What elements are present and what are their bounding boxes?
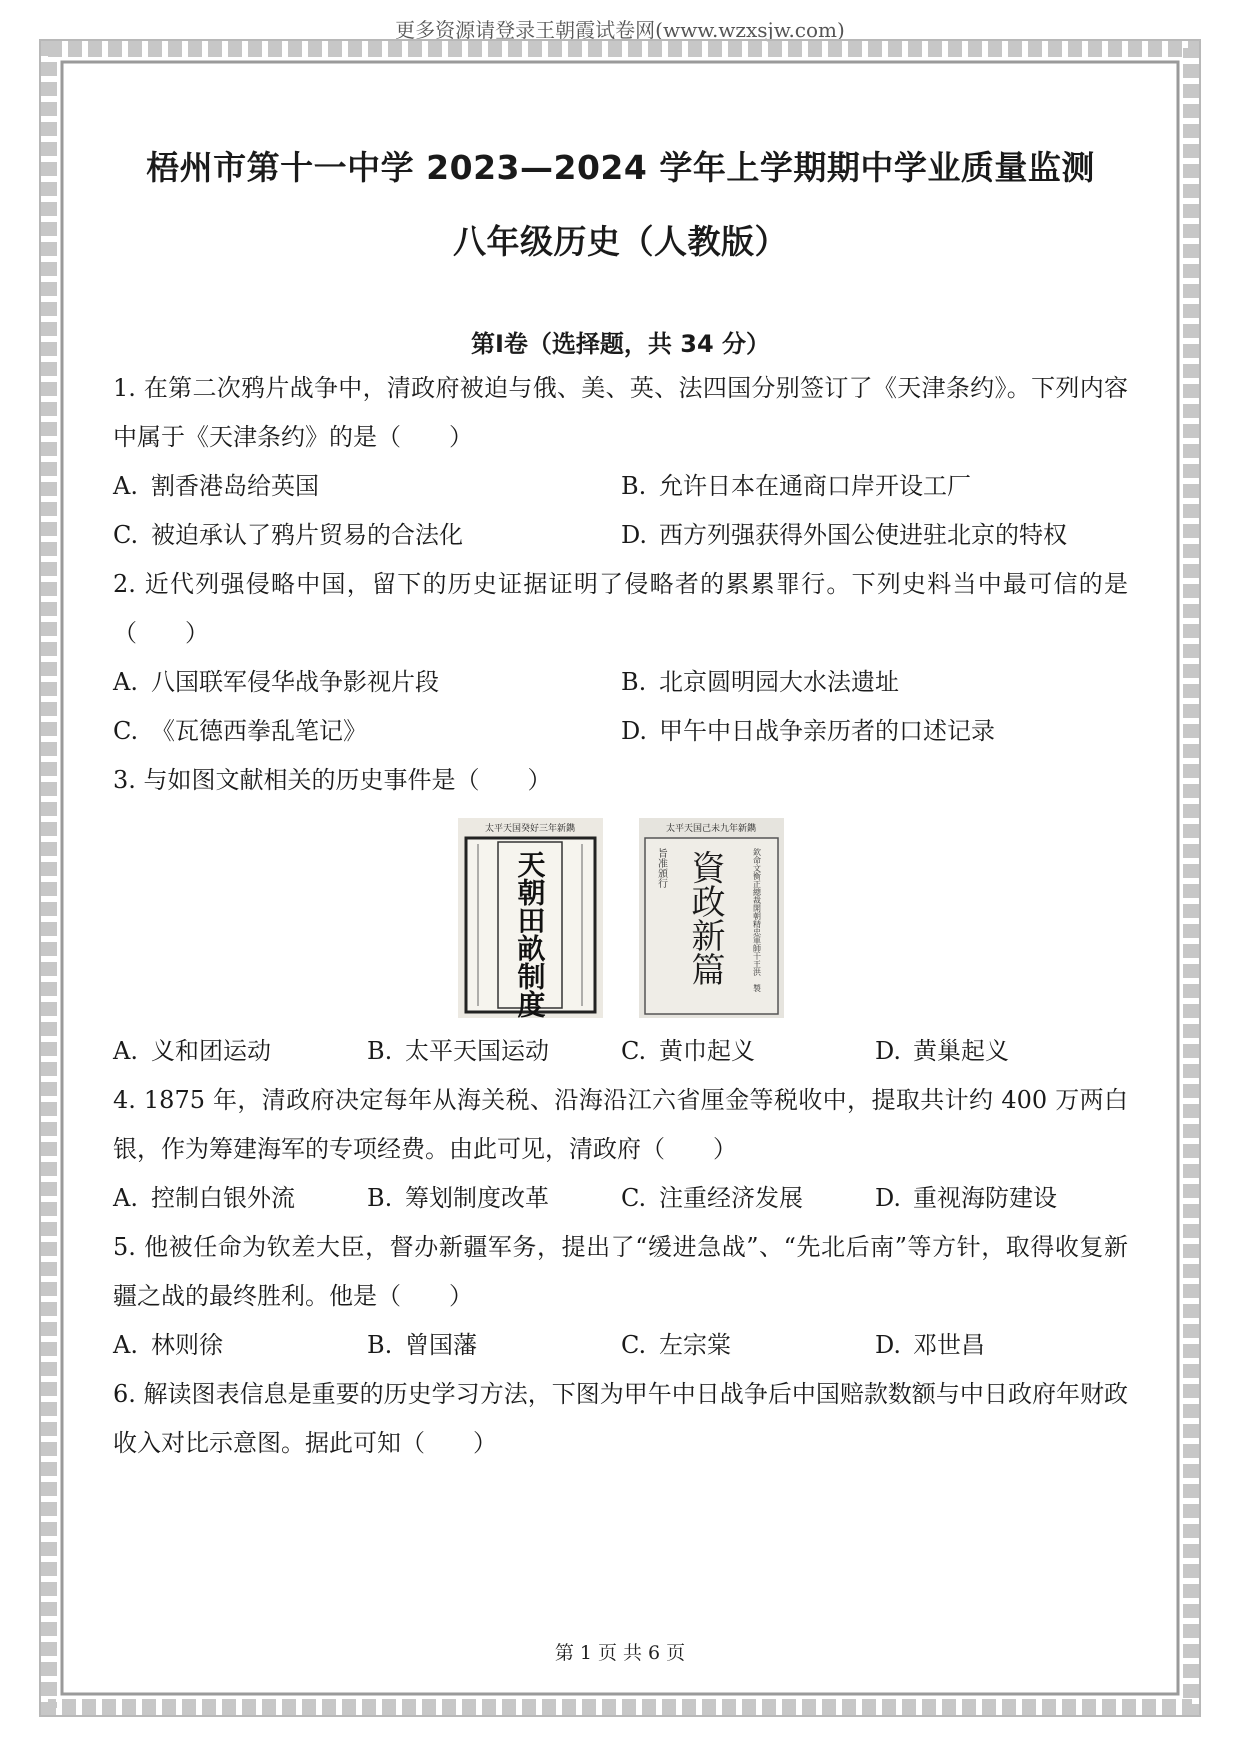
option-letter: C. (113, 521, 139, 549)
option-b (367, 1027, 621, 1076)
option-text: 被迫承认了鸦片贸易的合法化 (151, 521, 463, 549)
option-d (875, 1321, 1128, 1370)
question-stem: 6. 解读图表信息是重要的历史学习方法，下图为甲午中日战争后中国赔款数额与中日政府年财政收入对比示意图。据此可知（ ） (113, 1380, 1128, 1457)
question-6 (113, 1370, 1128, 1468)
option-letter: D. (875, 1184, 902, 1212)
option-text: 控制白银外流 (151, 1184, 295, 1212)
cover-title: 資政新篇 (684, 850, 725, 986)
question-stem: 1. 在第二次鸦片战争中，清政府被迫与俄、美、英、法四国分别签订了《天津条约》。下列内容中属于《天津条约》的是（ ） (113, 374, 1128, 451)
options (113, 658, 1128, 756)
cover-top-caption: 太平天国己未九年新鐫 (665, 824, 756, 834)
option-letter: C. (113, 717, 139, 745)
question-5 (113, 1223, 1128, 1370)
cover-title: 天朝田畝制度 (513, 850, 546, 1018)
option-text: 重视海防建设 (913, 1184, 1057, 1212)
question-2 (113, 560, 1128, 756)
options (113, 1321, 1128, 1370)
document-images (113, 813, 1128, 1023)
option-letter: C. (621, 1184, 647, 1212)
option-text: 曾国藩 (405, 1331, 477, 1359)
option-b (367, 1321, 621, 1370)
option-text: 《瓦德西拳乱笔记》 (151, 717, 367, 745)
option-letter: D. (621, 717, 648, 745)
options (113, 1027, 1128, 1076)
option-text: 北京圆明园大水法遗址 (659, 668, 899, 696)
option-letter: B. (367, 1037, 393, 1065)
option-b (621, 462, 1128, 511)
option-text: 太平天国运动 (405, 1037, 549, 1065)
option-text: 西方列强获得外国公使进驻北京的特权 (659, 521, 1067, 549)
option-c (621, 1027, 875, 1076)
option-text: 黄巢起义 (913, 1037, 1009, 1065)
option-letter: D. (621, 521, 648, 549)
exam-title: 梧州市第十一中学 2023—2024 学年上学期期中学业质量监测 (146, 148, 1095, 187)
question-4 (113, 1076, 1128, 1223)
option-letter: A. (113, 1331, 138, 1359)
option-c (621, 1174, 875, 1223)
option-d (875, 1027, 1128, 1076)
option-d (621, 707, 1128, 756)
option-text: 甲午中日战争亲历者的口述记录 (659, 717, 995, 745)
top-watermark: 更多资源请登录王朝霞试卷网(www.wzxsjw.com) (395, 18, 845, 42)
option-letter: B. (621, 668, 647, 696)
option-letter: B. (621, 472, 647, 500)
option-text: 允许日本在通商口岸开设工厂 (659, 472, 971, 500)
question-stem: 5. 他被任命为钦差大臣，督办新疆军务，提出了“缓进急战”、“先北后南”等方针，取得收复新疆之战的最终胜利。他是（ ） (113, 1233, 1128, 1310)
cover-side-note-left: 旨准頒行 (655, 848, 666, 888)
option-b (621, 658, 1128, 707)
question-3 (113, 756, 1128, 1076)
option-a (113, 658, 621, 707)
option-text: 注重经济发展 (659, 1184, 803, 1212)
option-letter: A. (113, 1184, 138, 1212)
option-a (113, 1321, 367, 1370)
tianchao-tianmu-zhidu-cover (458, 818, 603, 1018)
option-letter: A. (113, 668, 138, 696)
option-a (113, 462, 621, 511)
option-text: 邓世昌 (913, 1331, 985, 1359)
option-text: 割香港岛给英国 (151, 472, 319, 500)
question-stem: 3. 与如图文献相关的历史事件是（ ） (113, 766, 552, 794)
option-c (621, 1321, 875, 1370)
option-text: 林则徐 (151, 1331, 223, 1359)
option-letter: C. (621, 1037, 647, 1065)
zizheng-xinpian-cover (639, 818, 784, 1018)
option-text: 义和团运动 (151, 1037, 271, 1065)
options (113, 462, 1128, 560)
question-1 (113, 364, 1128, 560)
cover-side-note-right: 欽命文衡正總裁開朝精忠軍師干王洪 製 (752, 848, 761, 992)
option-letter: D. (875, 1037, 902, 1065)
option-d (621, 511, 1128, 560)
exam-subtitle: 八年级历史（人教版） (453, 222, 788, 261)
option-text: 筹划制度改革 (405, 1184, 549, 1212)
option-text: 黄巾起义 (659, 1037, 755, 1065)
option-text: 八国联军侵华战争影视片段 (151, 668, 439, 696)
options (113, 1174, 1128, 1223)
option-letter: C. (621, 1331, 647, 1359)
option-letter: A. (113, 472, 138, 500)
option-letter: B. (367, 1184, 393, 1212)
option-c (113, 707, 621, 756)
option-b (367, 1174, 621, 1223)
page-footer: 第 1 页 共 6 页 (554, 1642, 686, 1664)
cover-top-caption: 太平天国癸好三年新鐫 (484, 824, 575, 834)
option-c (113, 511, 621, 560)
option-text: 左宗棠 (659, 1331, 731, 1359)
option-letter: D. (875, 1331, 902, 1359)
exam-content (113, 148, 1128, 1468)
section-heading: 第Ⅰ卷（选择题，共 34 分） (470, 330, 771, 358)
question-stem: 2. 近代列强侵略中国，留下的历史证据证明了侵略者的累累罪行。下列史料当中最可信的是（ ） (113, 570, 1128, 647)
option-a (113, 1027, 367, 1076)
option-d (875, 1174, 1128, 1223)
question-stem: 4. 1875 年，清政府决定每年从海关税、沿海沿江六省厘金等税收中，提取共计约 400 万两白银，作为筹建海军的专项经费。由此可见，清政府（ ） (113, 1086, 1128, 1163)
option-a (113, 1174, 367, 1223)
option-letter: B. (367, 1331, 393, 1359)
option-letter: A. (113, 1037, 138, 1065)
